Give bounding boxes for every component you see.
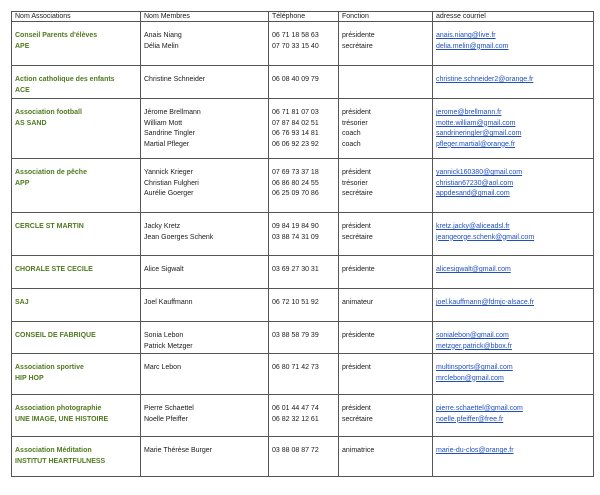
association-name: Association sportive (15, 364, 84, 371)
role-cell (339, 213, 433, 256)
email-link[interactable]: jeangeorge.schenk@gmail.com (436, 233, 535, 241)
phone-number: 06 82 32 12 61 (272, 415, 319, 423)
association-name: INSTITUT HEARTFULNESS (15, 457, 106, 465)
member-name: Jérome Brellmann (144, 109, 201, 116)
member-name: Alice Sigwalt (144, 266, 184, 273)
members-cell (141, 289, 269, 322)
association-name: HIP HOP (15, 374, 44, 382)
association-name: Association photographie (15, 405, 102, 412)
email-cell (433, 354, 594, 395)
phone-cell (269, 437, 339, 477)
phone-cell (269, 159, 339, 213)
phone-cell (269, 66, 339, 99)
association-name: ACE (15, 86, 30, 94)
associations-table (11, 11, 594, 477)
table-row (12, 256, 594, 289)
phone-number: 03 88 58 79 39 (272, 332, 319, 339)
email-link[interactable]: kretz.jacky@aliceadsl.fr (436, 223, 510, 230)
members-cell (141, 256, 269, 289)
header-members: Nom Membres (141, 12, 269, 22)
role-cell (339, 22, 433, 66)
email-link[interactable]: christine.schneider2@orange.fr (436, 76, 534, 83)
association-cell (12, 289, 141, 322)
member-role: président (342, 223, 371, 230)
table-row (12, 395, 594, 437)
table-body (12, 22, 594, 477)
email-link[interactable]: yannick160380@gmail.com (436, 169, 523, 176)
table-row (12, 22, 594, 66)
association-name: Association football (15, 109, 82, 116)
member-name: Noelle Pfeiffer (144, 415, 188, 423)
email-link[interactable]: multinsports@gmail.com (436, 364, 513, 371)
member-role: trésorier (342, 179, 368, 187)
email-cell (433, 289, 594, 322)
member-name: Joel Kauffmann (144, 299, 193, 306)
email-link[interactable]: joel.kauffmann@fdmjc-alsace.fr (436, 299, 535, 306)
phone-number: 06 71 18 58 63 (272, 32, 319, 39)
member-role: présidente (342, 332, 375, 339)
association-name: Conseil Parents d'élèves (15, 32, 98, 39)
table-row (12, 159, 594, 213)
phone-number: 06 08 40 09 79 (272, 76, 319, 83)
association-cell (12, 22, 141, 66)
association-name: CONSEIL DE FABRIQUE (15, 332, 96, 339)
member-name: Marc Lebon (144, 364, 181, 371)
phone-number: 09 84 19 84 90 (272, 223, 319, 230)
header-association: Nom Associations (12, 12, 141, 22)
phone-number: 07 69 73 37 18 (272, 169, 319, 176)
email-link[interactable]: motte.william@gmail.com (436, 119, 516, 127)
phone-number: 03 88 74 31 09 (272, 233, 319, 241)
email-link[interactable]: metzger.patrick@bbox.fr (436, 342, 512, 350)
association-name: Association de pêche (15, 169, 87, 176)
member-role: présidente (342, 32, 375, 39)
email-cell (433, 213, 594, 256)
email-cell (433, 256, 594, 289)
members-cell (141, 354, 269, 395)
phone-cell (269, 395, 339, 437)
email-cell (433, 322, 594, 354)
table-row (12, 289, 594, 322)
email-link[interactable]: alicesigwalt@gmail.com (436, 266, 511, 273)
phone-cell (269, 256, 339, 289)
email-link[interactable]: christian67230@aol.com (436, 179, 514, 187)
association-cell (12, 354, 141, 395)
header-role: Fonction (339, 12, 433, 22)
header-phone: Téléphone (269, 12, 339, 22)
member-name: William Mott (144, 119, 183, 127)
email-link[interactable]: pfleger.martial@orange.fr (436, 140, 516, 148)
member-name: Jacky Kretz (144, 223, 181, 230)
role-cell (339, 66, 433, 99)
role-cell (339, 159, 433, 213)
association-name: AS SAND (15, 119, 47, 127)
association-cell (12, 66, 141, 99)
role-cell (339, 289, 433, 322)
role-cell (339, 354, 433, 395)
table-header-row (12, 12, 594, 22)
association-name: APE (15, 42, 30, 50)
association-name: Action catholique des enfants (15, 76, 115, 83)
association-cell (12, 437, 141, 477)
member-role: secrétaire (342, 190, 373, 198)
email-link[interactable]: jerome@brellmann.fr (436, 109, 502, 116)
table-row (12, 437, 594, 477)
email-cell (433, 66, 594, 99)
association-cell (12, 213, 141, 256)
role-cell (339, 437, 433, 477)
member-role: président (342, 169, 371, 176)
member-name: Marie Thérèse Burger (144, 447, 212, 454)
member-role: président (342, 364, 371, 371)
association-cell (12, 159, 141, 213)
association-name: SAJ (15, 299, 29, 306)
phone-cell (269, 99, 339, 159)
member-name: Christine Schneider (144, 76, 206, 83)
member-role: animatrice (342, 447, 375, 454)
association-cell (12, 256, 141, 289)
association-name: UNE IMAGE, UNE HISTOIRE (15, 415, 109, 423)
association-cell (12, 322, 141, 354)
email-link[interactable]: sonialebon@gmail.com (436, 332, 509, 339)
member-role: secrétaire (342, 415, 373, 423)
members-cell (141, 99, 269, 159)
member-role: animateur (342, 299, 374, 306)
members-cell (141, 213, 269, 256)
email-cell (433, 159, 594, 213)
phone-cell (269, 22, 339, 66)
email-cell (433, 437, 594, 477)
email-link[interactable]: anais.niang@live.fr (436, 32, 496, 39)
email-cell (433, 395, 594, 437)
association-cell (12, 99, 141, 159)
member-role: président (342, 405, 371, 412)
member-name: Jean Goerges Schenk (144, 233, 214, 241)
member-name: Yannick Krieger (144, 169, 193, 176)
email-link[interactable]: delia.melin@gmail.com (436, 42, 509, 50)
header-email: adresse courriel (433, 12, 594, 22)
email-cell (433, 22, 594, 66)
phone-cell (269, 322, 339, 354)
member-name: Délia Melin (144, 42, 179, 50)
member-role: coach (342, 140, 361, 148)
phone-number: 06 01 44 47 74 (272, 405, 319, 412)
member-name: Martial Pfleger (144, 140, 190, 148)
member-name: Aurélie Goerger (144, 190, 194, 198)
phone-cell (269, 289, 339, 322)
association-cell (12, 395, 141, 437)
email-link[interactable]: sandrineringler@gmail.com (436, 130, 522, 138)
association-name: CERCLE ST MARTIN (15, 223, 84, 230)
member-name: Pierre Schaettel (144, 405, 194, 412)
member-role: secrétaire (342, 233, 373, 241)
role-cell (339, 99, 433, 159)
table-row (12, 213, 594, 256)
member-name: Sandrine Tingler (144, 130, 195, 138)
phone-number: 06 80 71 42 73 (272, 364, 319, 371)
email-link[interactable]: mrclebon@gmail.com (436, 374, 504, 382)
member-role: président (342, 109, 371, 116)
phone-cell (269, 213, 339, 256)
association-name: Association Méditation (15, 447, 92, 454)
phone-number: 06 72 10 51 92 (272, 299, 319, 306)
members-cell (141, 322, 269, 354)
table-row (12, 322, 594, 354)
member-role: coach (342, 130, 361, 138)
members-cell (141, 437, 269, 477)
member-name: Christian Fulgheri (144, 179, 199, 187)
member-name: Anais Niang (144, 32, 182, 39)
association-name: CHORALE STE CECILE (15, 266, 93, 273)
association-name: APP (15, 179, 30, 187)
member-name: Patrick Metzger (144, 342, 193, 350)
members-cell (141, 22, 269, 66)
phone-number: 06 86 80 24 55 (272, 179, 319, 187)
member-role: secrétaire (342, 42, 373, 50)
phone-number: 07 70 33 15 40 (272, 42, 319, 50)
members-cell (141, 395, 269, 437)
phone-cell (269, 354, 339, 395)
email-link[interactable]: noelle.pfeiffer@free.fr (436, 415, 504, 423)
members-cell (141, 66, 269, 99)
phone-number: 03 88 08 87 72 (272, 447, 319, 454)
table-row (12, 99, 594, 159)
email-link[interactable]: pierre.schaettel@gmail.com (436, 405, 523, 412)
member-role: présidente (342, 266, 375, 273)
table-row (12, 354, 594, 395)
phone-number: 06 06 92 23 92 (272, 140, 319, 148)
phone-number: 06 76 93 14 81 (272, 130, 319, 138)
role-cell (339, 256, 433, 289)
phone-number: 03 69 27 30 31 (272, 266, 319, 273)
email-link[interactable]: marie-du-clos@orange.fr (436, 447, 514, 454)
phone-number: 06 25 09 70 86 (272, 190, 319, 198)
role-cell (339, 395, 433, 437)
member-role: trésorier (342, 119, 368, 127)
email-link[interactable]: appdesand@gmail.com (436, 190, 510, 198)
phone-number: 07 87 84 02 51 (272, 119, 319, 127)
table-row (12, 66, 594, 99)
phone-number: 06 71 81 07 03 (272, 109, 319, 116)
member-name: Sonia Lebon (144, 332, 184, 339)
role-cell (339, 322, 433, 354)
email-cell (433, 99, 594, 159)
members-cell (141, 159, 269, 213)
